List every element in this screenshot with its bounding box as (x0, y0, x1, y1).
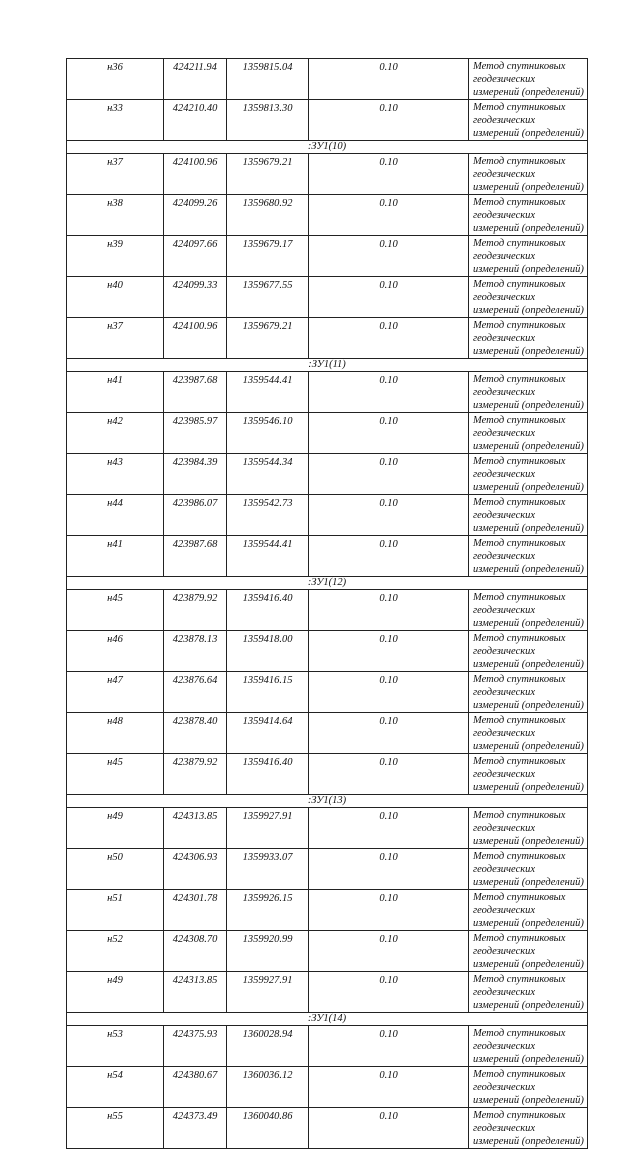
method-line-2: измерений (определений) (473, 700, 584, 711)
coordinates-table (66, 58, 588, 1149)
y-coordinate-cell: 1359416.40 (227, 590, 309, 631)
method-line-1: Метод спутниковых геодезических (473, 851, 566, 875)
table-row (67, 808, 588, 849)
accuracy-cell: 0.10 (309, 1026, 469, 1067)
accuracy-cell: 0.10 (309, 931, 469, 972)
x-coordinate-cell: 424306.93 (164, 849, 227, 890)
method-line-2: измерений (определений) (473, 400, 584, 411)
point-name-cell: н43 (67, 454, 164, 495)
x-coordinate-cell: 423987.68 (164, 536, 227, 577)
method-line-1: Метод спутниковых геодезических (473, 156, 566, 180)
y-coordinate-cell: 1359813.30 (227, 100, 309, 141)
y-coordinate-cell: 1359677.55 (227, 277, 309, 318)
table-row (67, 413, 588, 454)
method-line-1: Метод спутниковых геодезических (473, 592, 566, 616)
method-line-1: Метод спутниковых геодезических (473, 810, 566, 834)
accuracy-cell: 0.10 (309, 631, 469, 672)
table-row (67, 972, 588, 1013)
method-line-1: Метод спутниковых геодезических (473, 1110, 566, 1134)
section-label: :ЗУ1(10) (67, 141, 588, 154)
method-line-1: Метод спутниковых геодезических (473, 415, 566, 439)
point-name-cell: н48 (67, 713, 164, 754)
coordinates-table-body (67, 59, 588, 1149)
accuracy-cell: 0.10 (309, 536, 469, 577)
y-coordinate-cell: 1359679.17 (227, 236, 309, 277)
accuracy-cell: 0.10 (309, 713, 469, 754)
accuracy-cell: 0.10 (309, 195, 469, 236)
table-row (67, 590, 588, 631)
y-coordinate-cell: 1359927.91 (227, 808, 309, 849)
method-cell (469, 59, 588, 100)
x-coordinate-cell: 424097.66 (164, 236, 227, 277)
method-cell (469, 277, 588, 318)
accuracy-cell: 0.10 (309, 849, 469, 890)
method-line-2: измерений (определений) (473, 836, 584, 847)
method-cell (469, 590, 588, 631)
x-coordinate-cell: 424100.96 (164, 154, 227, 195)
method-cell (469, 672, 588, 713)
method-line-2: измерений (определений) (473, 1054, 584, 1065)
accuracy-cell: 0.10 (309, 590, 469, 631)
point-name-cell: н50 (67, 849, 164, 890)
y-coordinate-cell: 1359418.00 (227, 631, 309, 672)
method-line-2: измерений (определений) (473, 482, 584, 493)
point-name-cell: н41 (67, 536, 164, 577)
x-coordinate-cell: 424380.67 (164, 1067, 227, 1108)
method-line-1: Метод спутниковых геодезических (473, 197, 566, 221)
table-row (67, 195, 588, 236)
x-coordinate-cell: 424210.40 (164, 100, 227, 141)
method-line-2: измерений (определений) (473, 128, 584, 139)
method-cell (469, 631, 588, 672)
point-name-cell: н37 (67, 154, 164, 195)
method-line-1: Метод спутниковых геодезических (473, 674, 566, 698)
table-row (67, 713, 588, 754)
method-line-2: измерений (определений) (473, 1000, 584, 1011)
method-line-1: Метод спутниковых геодезических (473, 374, 566, 398)
accuracy-cell: 0.10 (309, 236, 469, 277)
method-line-1: Метод спутниковых геодезических (473, 238, 566, 262)
section-header-row (67, 141, 588, 154)
method-cell (469, 318, 588, 359)
method-line-1: Метод спутниковых геодезических (473, 1069, 566, 1093)
method-line-1: Метод спутниковых геодезических (473, 320, 566, 344)
table-row (67, 372, 588, 413)
point-name-cell: н37 (67, 318, 164, 359)
method-line-2: измерений (определений) (473, 305, 584, 316)
accuracy-cell: 0.10 (309, 1108, 469, 1149)
accuracy-cell: 0.10 (309, 972, 469, 1013)
section-label: :ЗУ1(14) (67, 1013, 588, 1026)
x-coordinate-cell: 423878.13 (164, 631, 227, 672)
point-name-cell: н55 (67, 1108, 164, 1149)
method-line-1: Метод спутниковых геодезических (473, 1028, 566, 1052)
table-row (67, 672, 588, 713)
method-line-1: Метод спутниковых геодезических (473, 974, 566, 998)
accuracy-cell: 0.10 (309, 372, 469, 413)
method-cell (469, 372, 588, 413)
table-row (67, 631, 588, 672)
y-coordinate-cell: 1359680.92 (227, 195, 309, 236)
method-line-1: Метод спутниковых геодезических (473, 538, 566, 562)
table-row (67, 849, 588, 890)
accuracy-cell: 0.10 (309, 495, 469, 536)
point-name-cell: н49 (67, 972, 164, 1013)
point-name-cell: н42 (67, 413, 164, 454)
point-name-cell: н36 (67, 59, 164, 100)
table-row (67, 236, 588, 277)
method-line-1: Метод спутниковых геодезических (473, 456, 566, 480)
method-cell (469, 890, 588, 931)
table-row (67, 318, 588, 359)
table-row (67, 536, 588, 577)
point-name-cell: н47 (67, 672, 164, 713)
method-line-1: Метод спутниковых геодезических (473, 892, 566, 916)
accuracy-cell: 0.10 (309, 454, 469, 495)
method-line-2: измерений (определений) (473, 659, 584, 670)
point-name-cell: н49 (67, 808, 164, 849)
method-line-2: измерений (определений) (473, 1095, 584, 1106)
method-line-1: Метод спутниковых геодезических (473, 756, 566, 780)
y-coordinate-cell: 1359927.91 (227, 972, 309, 1013)
point-name-cell: н33 (67, 100, 164, 141)
section-header-row (67, 795, 588, 808)
method-line-2: измерений (определений) (473, 441, 584, 452)
x-coordinate-cell: 424313.85 (164, 808, 227, 849)
point-name-cell: н54 (67, 1067, 164, 1108)
method-line-1: Метод спутниковых геодезических (473, 61, 566, 85)
method-line-2: измерений (определений) (473, 618, 584, 629)
point-name-cell: н45 (67, 754, 164, 795)
method-line-2: измерений (определений) (473, 782, 584, 793)
y-coordinate-cell: 1359416.15 (227, 672, 309, 713)
section-header-row (67, 577, 588, 590)
x-coordinate-cell: 424313.85 (164, 972, 227, 1013)
accuracy-cell: 0.10 (309, 277, 469, 318)
method-cell (469, 754, 588, 795)
method-line-1: Метод спутниковых геодезических (473, 497, 566, 521)
accuracy-cell: 0.10 (309, 890, 469, 931)
table-row (67, 754, 588, 795)
y-coordinate-cell: 1359544.41 (227, 372, 309, 413)
y-coordinate-cell: 1359926.15 (227, 890, 309, 931)
y-coordinate-cell: 1360036.12 (227, 1067, 309, 1108)
point-name-cell: н45 (67, 590, 164, 631)
method-line-1: Метод спутниковых геодезических (473, 279, 566, 303)
accuracy-cell: 0.10 (309, 154, 469, 195)
section-label: :ЗУ1(11) (67, 359, 588, 372)
method-cell (469, 1108, 588, 1149)
method-cell (469, 1026, 588, 1067)
x-coordinate-cell: 424211.94 (164, 59, 227, 100)
x-coordinate-cell: 423878.40 (164, 713, 227, 754)
method-line-2: измерений (определений) (473, 223, 584, 234)
method-cell (469, 154, 588, 195)
method-cell (469, 972, 588, 1013)
x-coordinate-cell: 424308.70 (164, 931, 227, 972)
table-row (67, 890, 588, 931)
y-coordinate-cell: 1359542.73 (227, 495, 309, 536)
x-coordinate-cell: 423985.97 (164, 413, 227, 454)
method-line-2: измерений (определений) (473, 87, 584, 98)
method-line-1: Метод спутниковых геодезических (473, 633, 566, 657)
method-line-2: измерений (определений) (473, 877, 584, 888)
x-coordinate-cell: 424099.26 (164, 195, 227, 236)
y-coordinate-cell: 1359679.21 (227, 154, 309, 195)
section-label: :ЗУ1(12) (67, 577, 588, 590)
point-name-cell: н41 (67, 372, 164, 413)
method-line-2: измерений (определений) (473, 182, 584, 193)
accuracy-cell: 0.10 (309, 59, 469, 100)
x-coordinate-cell: 424373.49 (164, 1108, 227, 1149)
x-coordinate-cell: 424301.78 (164, 890, 227, 931)
method-cell (469, 1067, 588, 1108)
point-name-cell: н52 (67, 931, 164, 972)
y-coordinate-cell: 1359414.64 (227, 713, 309, 754)
x-coordinate-cell: 423879.92 (164, 590, 227, 631)
y-coordinate-cell: 1359920.99 (227, 931, 309, 972)
table-row (67, 1026, 588, 1067)
y-coordinate-cell: 1359679.21 (227, 318, 309, 359)
accuracy-cell: 0.10 (309, 318, 469, 359)
method-line-2: измерений (определений) (473, 959, 584, 970)
method-line-2: измерений (определений) (473, 1136, 584, 1147)
method-cell (469, 236, 588, 277)
y-coordinate-cell: 1359815.04 (227, 59, 309, 100)
accuracy-cell: 0.10 (309, 413, 469, 454)
accuracy-cell: 0.10 (309, 100, 469, 141)
point-name-cell: н40 (67, 277, 164, 318)
accuracy-cell: 0.10 (309, 754, 469, 795)
point-name-cell: н51 (67, 890, 164, 931)
method-line-2: измерений (определений) (473, 523, 584, 534)
table-row (67, 1067, 588, 1108)
y-coordinate-cell: 1359544.34 (227, 454, 309, 495)
y-coordinate-cell: 1359544.41 (227, 536, 309, 577)
x-coordinate-cell: 423984.39 (164, 454, 227, 495)
method-cell (469, 454, 588, 495)
table-row (67, 1108, 588, 1149)
section-header-row (67, 1013, 588, 1026)
accuracy-cell: 0.10 (309, 808, 469, 849)
accuracy-cell: 0.10 (309, 672, 469, 713)
point-name-cell: н39 (67, 236, 164, 277)
y-coordinate-cell: 1360040.86 (227, 1108, 309, 1149)
method-cell (469, 495, 588, 536)
method-line-2: измерений (определений) (473, 564, 584, 575)
table-row (67, 495, 588, 536)
method-cell (469, 413, 588, 454)
method-line-2: измерений (определений) (473, 346, 584, 357)
y-coordinate-cell: 1360028.94 (227, 1026, 309, 1067)
method-line-1: Метод спутниковых геодезических (473, 102, 566, 126)
x-coordinate-cell: 423987.68 (164, 372, 227, 413)
point-name-cell: н44 (67, 495, 164, 536)
table-row (67, 100, 588, 141)
table-row (67, 59, 588, 100)
method-cell (469, 100, 588, 141)
point-name-cell: н46 (67, 631, 164, 672)
table-row (67, 931, 588, 972)
table-row (67, 277, 588, 318)
accuracy-cell: 0.10 (309, 1067, 469, 1108)
x-coordinate-cell: 424375.93 (164, 1026, 227, 1067)
method-line-1: Метод спутниковых геодезических (473, 933, 566, 957)
y-coordinate-cell: 1359546.10 (227, 413, 309, 454)
point-name-cell: н53 (67, 1026, 164, 1067)
section-label: :ЗУ1(13) (67, 795, 588, 808)
point-name-cell: н38 (67, 195, 164, 236)
table-row (67, 154, 588, 195)
table-row (67, 454, 588, 495)
method-line-1: Метод спутниковых геодезических (473, 715, 566, 739)
method-cell (469, 713, 588, 754)
x-coordinate-cell: 423876.64 (164, 672, 227, 713)
method-line-2: измерений (определений) (473, 264, 584, 275)
y-coordinate-cell: 1359416.40 (227, 754, 309, 795)
y-coordinate-cell: 1359933.07 (227, 849, 309, 890)
x-coordinate-cell: 424100.96 (164, 318, 227, 359)
x-coordinate-cell: 424099.33 (164, 277, 227, 318)
method-cell (469, 849, 588, 890)
x-coordinate-cell: 423879.92 (164, 754, 227, 795)
method-line-2: измерений (определений) (473, 918, 584, 929)
section-header-row (67, 359, 588, 372)
method-cell (469, 931, 588, 972)
method-cell (469, 536, 588, 577)
method-cell (469, 195, 588, 236)
method-cell (469, 808, 588, 849)
method-line-2: измерений (определений) (473, 741, 584, 752)
x-coordinate-cell: 423986.07 (164, 495, 227, 536)
